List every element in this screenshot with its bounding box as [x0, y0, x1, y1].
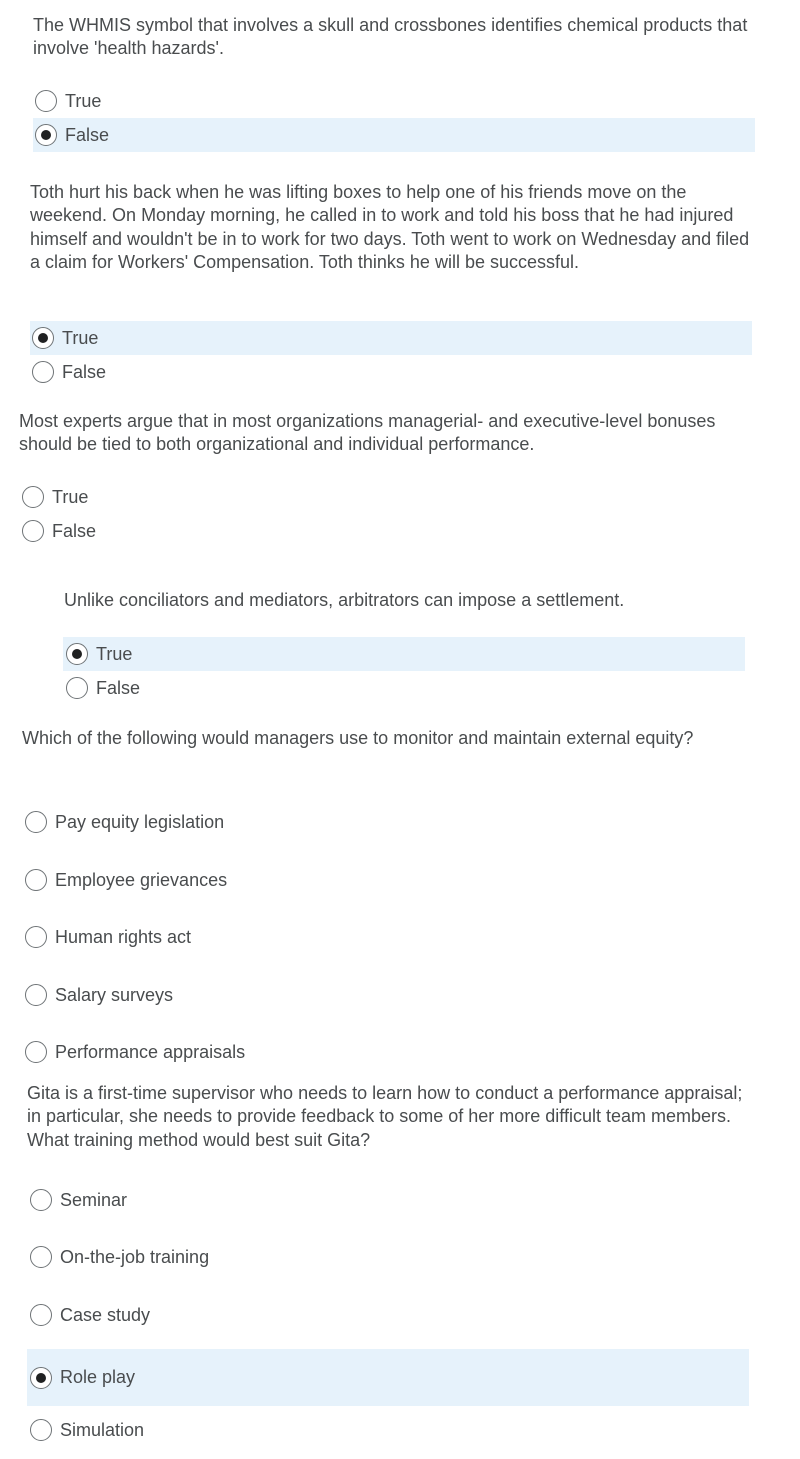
option-label: Performance appraisals	[55, 1041, 246, 1062]
question-5-option-salary-surveys[interactable]	[22, 978, 744, 1012]
option-label: Salary surveys	[55, 984, 174, 1005]
radio-button-icon[interactable]	[35, 90, 57, 112]
question-5-option-human-rights-act[interactable]	[22, 920, 744, 954]
option-label: False	[62, 361, 107, 382]
radio-button-selected-icon[interactable]	[30, 1367, 52, 1389]
question-3-text: Most experts argue that in most organizations managerial- and executive-level bonuses should be tied to both organizational and individual performance.	[19, 411, 716, 455]
radio-button-icon[interactable]	[32, 361, 54, 383]
question-6-option-role-play[interactable]	[27, 1349, 749, 1406]
question-6-text: Gita is a first-time supervisor who needs to learn how to conduct a performance appraisal; in particular, she needs to provide feedback to some of her more difficult team members. What training method would best suit Gita?	[27, 1083, 743, 1150]
radio-button-icon[interactable]	[25, 811, 47, 833]
question-2-text: Toth hurt his back when he was lifting boxes to help one of his friends move on the weekend. On Monday morning, he called in to work and told his boss that he had injured himself and wouldn't be in to work for two days. Toth went to work on Wednesday and filed a claim for Workers' Compensation. Toth thinks he will be successful.	[30, 182, 750, 272]
question-4-option-true[interactable]	[63, 637, 745, 671]
option-label: Human rights act	[55, 926, 192, 947]
question-6-option-seminar[interactable]	[27, 1183, 749, 1217]
question-5-text: Which of the following would managers use to monitor and maintain external equity?	[22, 728, 694, 748]
question-1-text: The WHMIS symbol that involves a skull and crossbones identifies chemical products that involve 'health hazards'.	[33, 15, 748, 59]
option-label: Employee grievances	[55, 869, 228, 890]
option-label: True	[65, 90, 102, 111]
question-6-option-case-study[interactable]	[27, 1298, 749, 1332]
question-3-option-true[interactable]	[19, 480, 741, 514]
option-label: True	[62, 327, 99, 348]
radio-button-icon[interactable]	[30, 1246, 52, 1268]
radio-button-icon[interactable]	[30, 1419, 52, 1441]
question-3-option-false[interactable]	[19, 514, 741, 548]
question-2-option-false[interactable]	[30, 355, 752, 389]
question-4-text: Unlike conciliators and mediators, arbitrators can impose a settlement.	[64, 590, 625, 610]
radio-button-icon[interactable]	[30, 1189, 52, 1211]
radio-button-selected-icon[interactable]	[32, 327, 54, 349]
radio-button-icon[interactable]	[25, 926, 47, 948]
option-label: Case study	[60, 1304, 151, 1325]
option-label: Pay equity legislation	[55, 811, 225, 832]
radio-button-icon[interactable]	[22, 486, 44, 508]
question-5-option-employee-grievances[interactable]	[22, 863, 744, 897]
radio-button-icon[interactable]	[25, 869, 47, 891]
question-6-option-simulation[interactable]	[27, 1413, 749, 1447]
option-label: True	[52, 486, 89, 507]
option-label: On-the-job training	[60, 1246, 210, 1267]
question-6-option-on-the-job-training[interactable]	[27, 1240, 749, 1274]
question-1-option-false[interactable]	[33, 118, 755, 152]
radio-button-selected-icon[interactable]	[35, 124, 57, 146]
radio-button-icon[interactable]	[22, 520, 44, 542]
option-label: True	[96, 643, 133, 664]
option-label: Simulation	[60, 1419, 145, 1440]
question-4-option-false[interactable]	[63, 671, 745, 705]
option-label: Role play	[60, 1367, 136, 1387]
radio-button-icon[interactable]	[30, 1304, 52, 1326]
option-label: False	[65, 124, 110, 145]
option-label: Seminar	[60, 1189, 128, 1210]
option-label: False	[96, 677, 141, 698]
radio-button-icon[interactable]	[25, 1041, 47, 1063]
question-5-option-pay-equity-legislation[interactable]	[22, 805, 744, 839]
option-label: False	[52, 520, 97, 541]
radio-button-selected-icon[interactable]	[66, 643, 88, 665]
question-1-option-true[interactable]	[33, 84, 755, 118]
radio-button-icon[interactable]	[25, 984, 47, 1006]
question-2-option-true[interactable]	[30, 321, 752, 355]
radio-button-icon[interactable]	[66, 677, 88, 699]
question-5-option-performance-appraisals[interactable]	[22, 1035, 744, 1069]
